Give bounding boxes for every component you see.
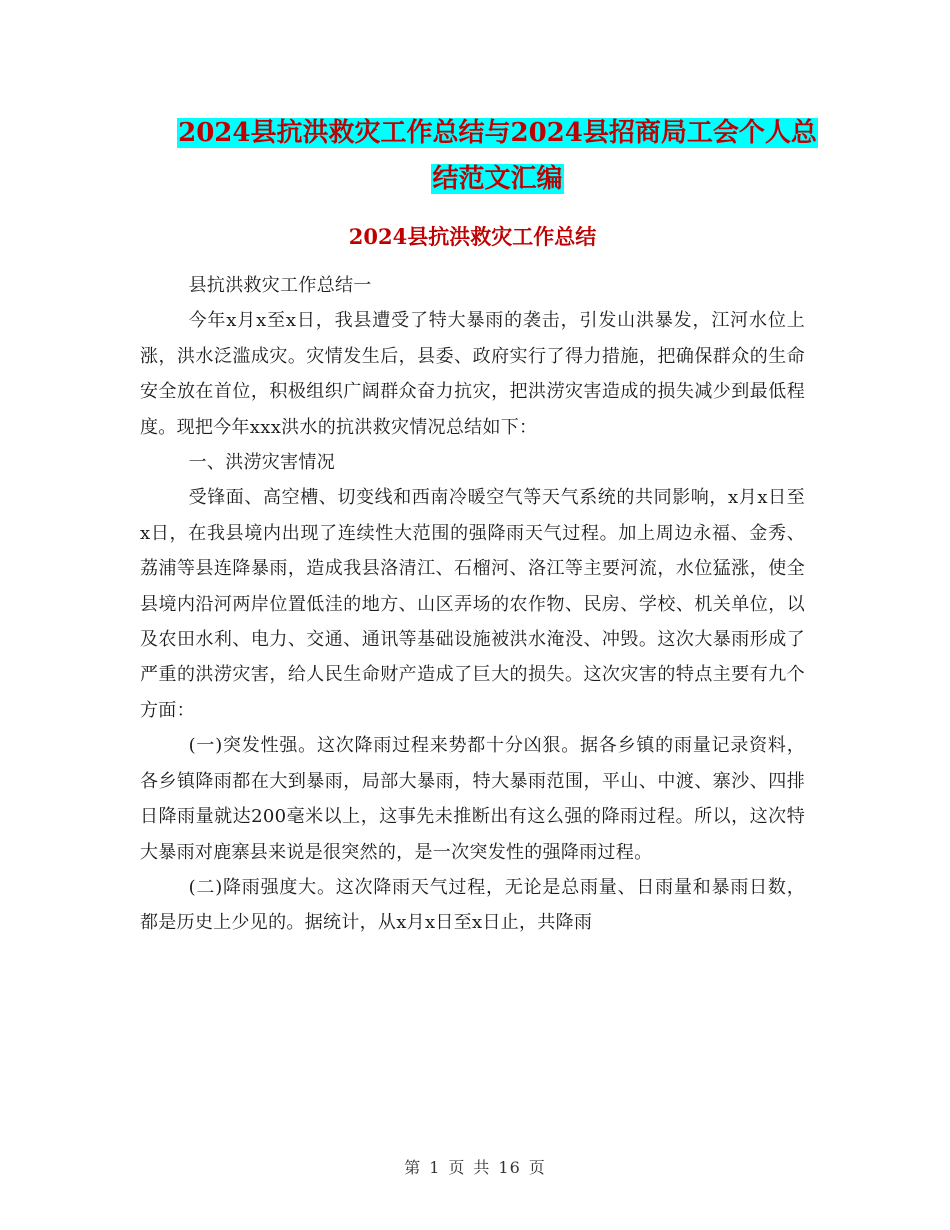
paragraph-intro: 今年x月x至x日，我县遭受了特大暴雨的袭击，引发山洪暴发，江河水位上涨，洪水泛滥成灾。灾情发生后，县委、政府实行了得力措施，把确保群众的生命安全放在首位，积极组织广阔群众奋力抗灾，把洪涝灾害造成的损失减少到最低程度。现把今年xxx洪水的抗洪救灾情况总结如下：: [140, 310, 805, 438]
paragraph-disaster-situation: 受锋面、高空槽、切变线和西南冷暖空气等天气系统的共同影响，x月x日至x日，在我县境内出现了连续性大范围的强降雨天气过程。加上周边永福、金秀、荔浦等县连降暴雨，造成我县洛清江、石榴河、洛江等主要河流，水位猛涨，使全县境内沿河两岸位置低洼的地方、山区弄场的农作物、民房、学校、机关单位，以及农田水利、电力、交通、通讯等基础设施被洪水淹没、冲毁。这次大暴雨形成了严重的洪涝灾害，给人民生命财产造成了巨大的损失。这次灾害的特点主要有九个方面：: [140, 487, 805, 721]
footer-total-pages: 16: [498, 1158, 521, 1177]
document-body: [140, 268, 805, 941]
document-title-line-1: 2024县抗洪救灾工作总结与2024县招商局工会个人总: [178, 118, 817, 148]
footer-mid: 页: [448, 1158, 466, 1177]
section-title: 2024县抗洪救灾工作总结: [348, 224, 597, 249]
footer-total-prefix: 共: [473, 1158, 491, 1177]
page-footer: [0, 1155, 950, 1178]
footer-prefix: 第: [404, 1158, 422, 1177]
paragraph-subtitle: 县抗洪救灾工作总结一: [188, 275, 372, 296]
footer-current-page: 1: [429, 1158, 441, 1177]
document-title-line-2: 结范文汇编: [432, 164, 563, 194]
paragraph-heading-1: 一、洪涝灾害情况: [188, 452, 335, 474]
paragraph-point-2: (二)降雨强度大。这次降雨天气过程，无论是总雨量、日雨量和暴雨日数，都是历史上少见的。据统计，从x月x日至x日止，共降雨: [140, 876, 805, 934]
paragraph-point-1: (一)突发性强。这次降雨过程来势都十分凶狠。据各乡镇的雨量记录资料，各乡镇降雨都在大到暴雨，局部大暴雨，特大暴雨范围，平山、中渡、寨沙、四排日降雨量就达200毫米以上，这事先未推断出有这么强的降雨过程。所以，这次特大暴雨对鹿寨县来说是很突然的，是一次突发性的强降雨过程。: [140, 735, 805, 863]
footer-suffix: 页: [528, 1158, 546, 1177]
document-title: [140, 110, 855, 202]
